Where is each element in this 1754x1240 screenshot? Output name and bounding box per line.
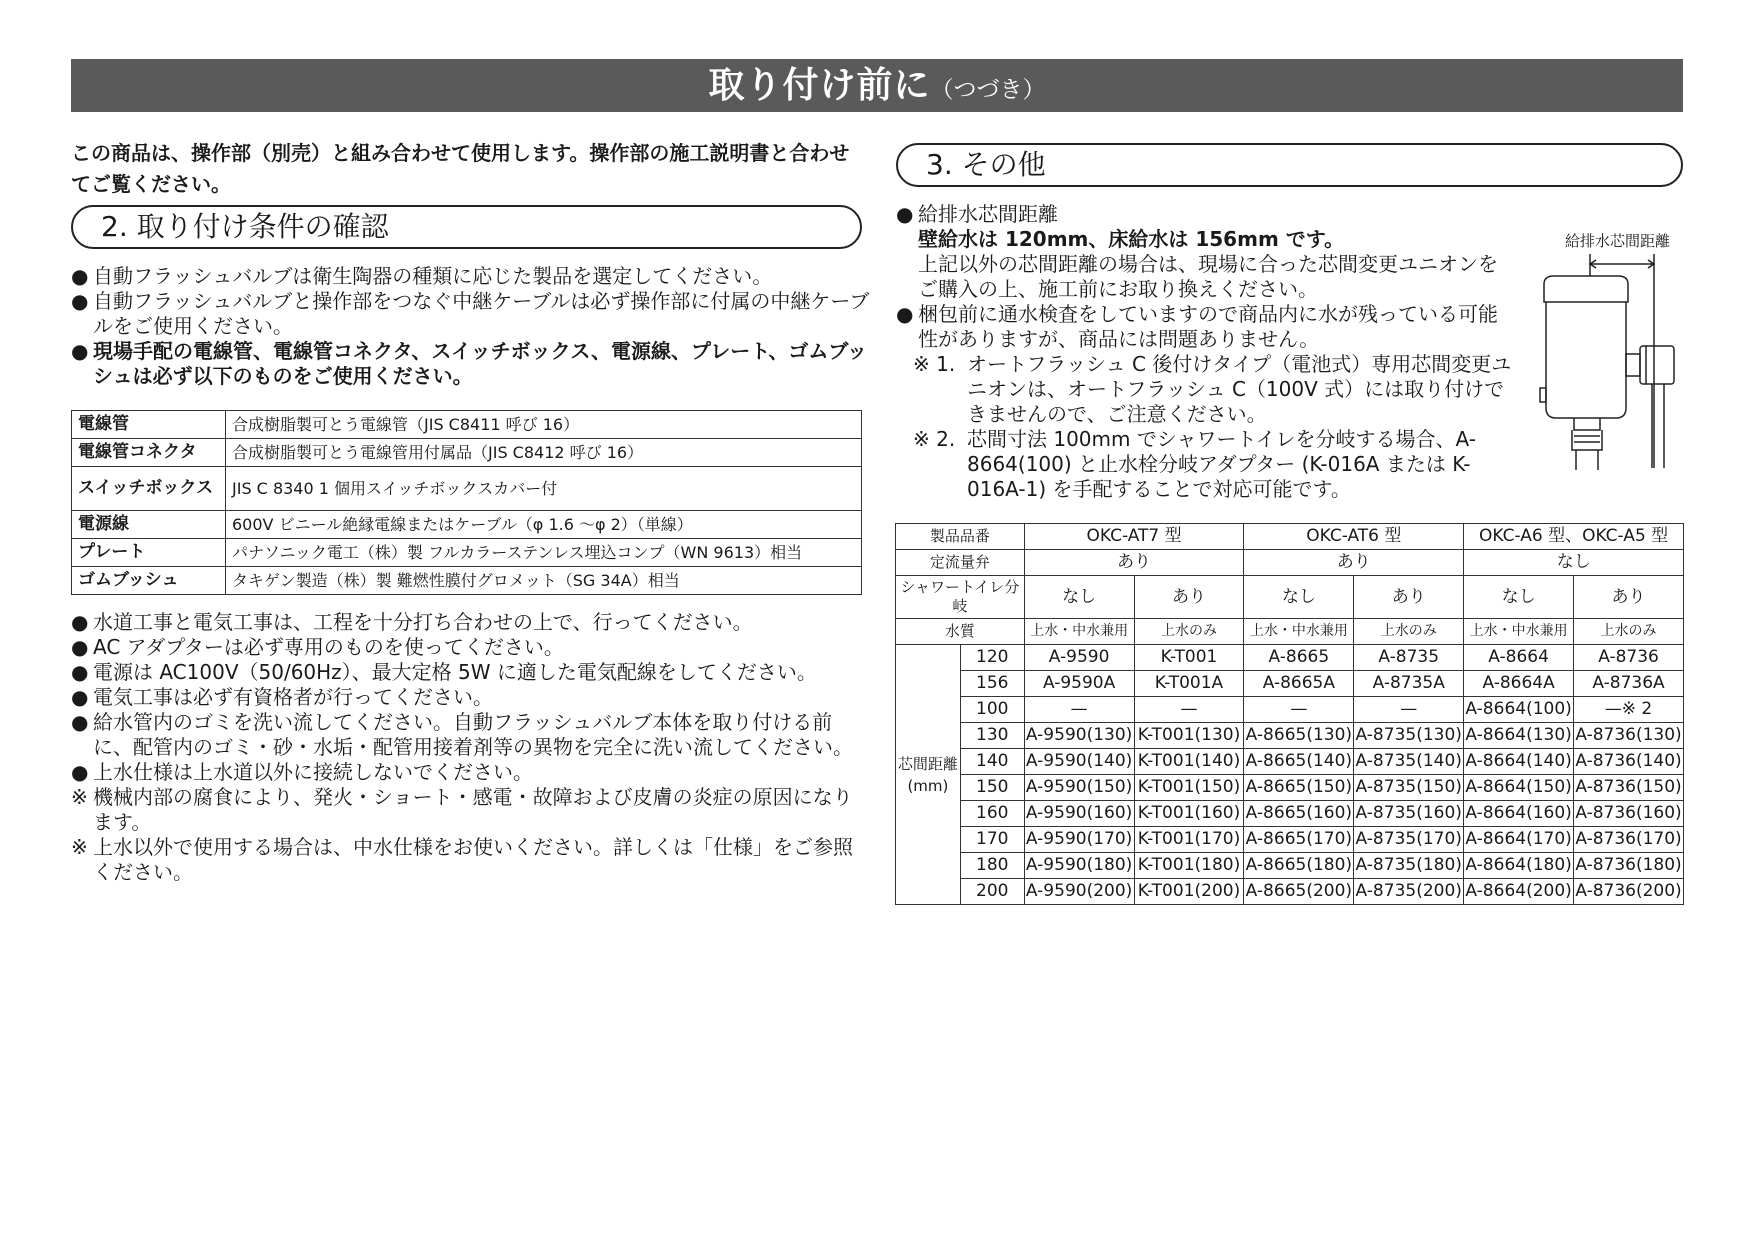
table-cell: A-8664(100) — [1464, 697, 1574, 723]
section-2-heading: 2. 取り付け条件の確認 — [71, 205, 862, 249]
table-cell: — — [1244, 697, 1354, 723]
table-cell: A-8736(180) — [1574, 853, 1684, 879]
table-cell: K-T001 — [1134, 645, 1244, 671]
note-item: ● 上水仕様は上水道以外に接続しないでください。 — [71, 760, 533, 784]
table-cell: なし — [1464, 576, 1574, 619]
table-cell: A-8736(140) — [1574, 749, 1684, 775]
table-cell: —※ 2 — [1574, 697, 1684, 723]
table-cell: パナソニック電工（株）製 フルカラーステンレス埋込コンプ（WN 9613）相当 — [226, 539, 862, 567]
table-cell: A-8735 — [1354, 645, 1464, 671]
page-title: 取り付け前に — [708, 65, 931, 106]
table-row — [72, 511, 862, 539]
footnote-2: ※ 2. 芯間寸法 100mm でシャワートイレを分岐する場合、A-8664(100) と止水栓分岐アダプター (K-016A または K-016A-1) を手配することで対応可能です。 — [913, 427, 1476, 501]
table-cell: A-9590(160) — [1024, 801, 1134, 827]
table-cell: A-8665(130) — [1244, 723, 1354, 749]
table-cell: A-8735(140) — [1354, 749, 1464, 775]
table-cell: あり — [1024, 550, 1244, 576]
note-item: ※ 上水以外で使用する場合は、中水仕様をお使いください。詳しくは「仕様」をご参照ください。 — [71, 835, 853, 884]
page-subtitle: （つづき） — [930, 77, 1046, 103]
table-cell: A-8736(150) — [1574, 775, 1684, 801]
table-cell: 合成樹脂製可とう電線管（JIS C8411 呼び 16） — [226, 411, 862, 439]
footnote-1: ※ 1. オートフラッシュ C 後付けタイプ（電池式）専用芯間変更ユニオンは、オートフラッシュ C（100V 式）には取り付けできませんので、ご注意ください。 — [913, 352, 1512, 426]
table-row — [896, 801, 1684, 827]
table-cell: A-8665(160) — [1244, 801, 1354, 827]
note-item: ● 現場手配の電線管、電線管コネクタ、スイッチボックス、電源線、プレート、ゴムブッシュは必ず以下のものをご使用ください。 — [71, 339, 867, 388]
table-header: 定流量弁 — [896, 550, 1025, 576]
table-cell: A-8735(180) — [1354, 853, 1464, 879]
table-cell: A-8736A — [1574, 671, 1684, 697]
table-cell: A-9590 — [1024, 645, 1134, 671]
table-row — [896, 697, 1684, 723]
table-cell: K-T001(160) — [1134, 801, 1244, 827]
table-cell: A-8735(160) — [1354, 801, 1464, 827]
table-cell: 上水・中水兼用 — [1244, 619, 1354, 645]
table-row — [896, 853, 1684, 879]
table-cell: A-8665(200) — [1244, 879, 1354, 905]
table-cell: プレート — [72, 539, 226, 567]
table-cell: ゴムブッシュ — [72, 567, 226, 595]
table-row — [896, 550, 1684, 576]
table-cell: 電線管コネクタ — [72, 439, 226, 467]
table-cell: A-8735(130) — [1354, 723, 1464, 749]
note-item: ● 電源は AC100V（50/60Hz）、最大定格 5W に適した電気配線をしてください。 — [71, 660, 817, 684]
table-row — [72, 539, 862, 567]
section-3-heading: 3. その他 — [896, 143, 1683, 187]
page-title-bar — [71, 59, 1683, 112]
table-cell: — — [1354, 697, 1464, 723]
section-3-body — [896, 202, 1516, 502]
table-cell: スイッチボックス — [72, 467, 226, 511]
table-row — [896, 671, 1684, 697]
table-cell: A-8664(150) — [1464, 775, 1574, 801]
table-row — [72, 439, 862, 467]
table-cell: A-8664(170) — [1464, 827, 1574, 853]
table-cell: A-8736(200) — [1574, 879, 1684, 905]
note-item: ● 電気工事は必ず有資格者が行ってください。 — [71, 685, 493, 709]
table-header: 水質 — [896, 619, 1025, 645]
table-cell: A-9590(170) — [1024, 827, 1134, 853]
table-cell: A-8664 — [1464, 645, 1574, 671]
intro-text: この商品は、操作部（別売）と組み合わせて使用します。操作部の施工説明書と合わせてご覧ください。 — [71, 141, 850, 196]
table-row — [896, 619, 1684, 645]
table-row — [896, 645, 1684, 671]
table-cell: A-9590A — [1024, 671, 1134, 697]
table-cell: なし — [1464, 550, 1684, 576]
note-item: ● 給水管内のゴミを洗い流してください。自動フラッシュバルブ本体を取り付ける前に、配管内のゴミ・砂・水垢・配管用接着剤等の異物を完全に洗い流してください。 — [71, 710, 853, 759]
distance-value: 156 — [960, 671, 1024, 697]
table-header: シャワートイレ分岐 — [896, 576, 1025, 619]
table-cell: A-8735(170) — [1354, 827, 1464, 853]
table-cell: A-8735A — [1354, 671, 1464, 697]
table-row — [896, 775, 1684, 801]
table-cell: A-9590(180) — [1024, 853, 1134, 879]
table-cell: JIS C 8340 1 個用スイッチボックスカバー付 — [226, 467, 862, 511]
distance-value: 100 — [960, 697, 1024, 723]
table-cell: 上水のみ — [1354, 619, 1464, 645]
table-cell: K-T001(170) — [1134, 827, 1244, 853]
table-cell: A-8664(200) — [1464, 879, 1574, 905]
valve-distance-diagram — [1524, 228, 1686, 478]
table-cell: 600V ビニール絶縁電線またはケーブル（φ 1.6 〜φ 2）（単線） — [226, 511, 862, 539]
note-item: ● 水道工事と電気工事は、工程を十分打ち合わせの上で、行ってください。 — [71, 610, 753, 634]
table-row — [896, 879, 1684, 905]
table-cell: K-T001(200) — [1134, 879, 1244, 905]
table-cell: A-9590(200) — [1024, 879, 1134, 905]
table-cell: 上水・中水兼用 — [1024, 619, 1134, 645]
distance-value: 200 — [960, 879, 1024, 905]
table-cell: あり — [1354, 576, 1464, 619]
table-cell: 電源線 — [72, 511, 226, 539]
table-cell: 電線管 — [72, 411, 226, 439]
table-cell: A-9590(130) — [1024, 723, 1134, 749]
model-number-table — [895, 523, 1684, 905]
note-item: ※ 機械内部の腐食により、発火・ショート・感電・故障および皮膚の炎症の原因になります。 — [71, 785, 853, 834]
table-cell: A-8736(130) — [1574, 723, 1684, 749]
table-cell: K-T001A — [1134, 671, 1244, 697]
table-cell: 上水のみ — [1134, 619, 1244, 645]
table-cell: K-T001(150) — [1134, 775, 1244, 801]
table-cell: あり — [1574, 576, 1684, 619]
table-cell: A-8664(180) — [1464, 853, 1574, 879]
table-cell: K-T001(130) — [1134, 723, 1244, 749]
table-cell: 合成樹脂製可とう電線管用付属品（JIS C8412 呼び 16） — [226, 439, 862, 467]
table-cell: A-8664A — [1464, 671, 1574, 697]
table-cell: A-8664(160) — [1464, 801, 1574, 827]
distance-rows — [896, 645, 1684, 905]
item-distance-bold: 壁給水は 120mm、床給水は 156mm です。 — [918, 227, 1345, 251]
table-cell: K-T001(180) — [1134, 853, 1244, 879]
table-row — [896, 524, 1684, 550]
table-cell: A-9590(150) — [1024, 775, 1134, 801]
item-distance-text: 上記以外の芯間距離の場合は、現場に合った芯間変更ユニオンをご購入の上、施工前にお取り換えください。 — [918, 252, 1498, 301]
table-cell: A-8736 — [1574, 645, 1684, 671]
table-cell: A-8736(160) — [1574, 801, 1684, 827]
table-cell: なし — [1024, 576, 1134, 619]
distance-value: 120 — [960, 645, 1024, 671]
table-header: OKC-A6 型、OKC-A5 型 — [1464, 524, 1684, 550]
table-cell: A-8665(150) — [1244, 775, 1354, 801]
table-header: 製品品番 — [896, 524, 1025, 550]
distance-value: 170 — [960, 827, 1024, 853]
item-distance: ● 給排水芯間距離 — [896, 202, 1058, 226]
table-cell: K-T001(140) — [1134, 749, 1244, 775]
table-cell: — — [1134, 697, 1244, 723]
table-cell: A-9590(140) — [1024, 749, 1134, 775]
table-cell: A-8665A — [1244, 671, 1354, 697]
distance-value: 150 — [960, 775, 1024, 801]
section-2-notes — [71, 264, 871, 389]
table-cell: — — [1024, 697, 1134, 723]
table-row — [72, 411, 862, 439]
table-cell: A-8735(150) — [1354, 775, 1464, 801]
table-row — [896, 827, 1684, 853]
conditions-table — [71, 410, 862, 595]
distance-value: 140 — [960, 749, 1024, 775]
table-cell: A-8665 — [1244, 645, 1354, 671]
item-inspection: ● 梱包前に通水検査をしていますので商品内に水が残っている可能性がありますが、商品には問題ありません。 — [896, 302, 1498, 351]
table-row — [72, 567, 862, 595]
table-row — [896, 749, 1684, 775]
diagram-label: 給排水芯間距離 — [1565, 232, 1671, 250]
distance-value: 130 — [960, 723, 1024, 749]
note-item: ● 自動フラッシュバルブは衛生陶器の種類に応じた製品を選定してください。 — [71, 264, 773, 288]
table-cell: 上水のみ — [1574, 619, 1684, 645]
distance-value: 160 — [960, 801, 1024, 827]
table-row — [72, 467, 862, 511]
table-header: OKC-AT6 型 — [1244, 524, 1464, 550]
table-cell: A-8665(170) — [1244, 827, 1354, 853]
installation-notes — [71, 610, 871, 885]
distance-label: 芯間距離(mm) — [896, 645, 961, 905]
note-item: ● 自動フラッシュバルブと操作部をつなぐ中継ケーブルは必ず操作部に付属の中継ケーブルをご使用ください。 — [71, 289, 870, 338]
table-cell: タキゲン製造（株）製 難燃性膜付グロメット（SG 34A）相当 — [226, 567, 862, 595]
table-cell: A-8735(200) — [1354, 879, 1464, 905]
table-cell: あり — [1244, 550, 1464, 576]
table-cell: A-8665(180) — [1244, 853, 1354, 879]
table-cell: A-8664(140) — [1464, 749, 1574, 775]
table-cell: なし — [1244, 576, 1354, 619]
note-item: ● AC アダプターは必ず専用のものを使ってください。 — [71, 635, 564, 659]
table-cell: A-8665(140) — [1244, 749, 1354, 775]
table-cell: 上水・中水兼用 — [1464, 619, 1574, 645]
table-header: OKC-AT7 型 — [1024, 524, 1244, 550]
table-cell: A-8736(170) — [1574, 827, 1684, 853]
distance-value: 180 — [960, 853, 1024, 879]
table-cell: A-8664(130) — [1464, 723, 1574, 749]
table-row — [896, 723, 1684, 749]
table-cell: あり — [1134, 576, 1244, 619]
table-row — [896, 576, 1684, 619]
